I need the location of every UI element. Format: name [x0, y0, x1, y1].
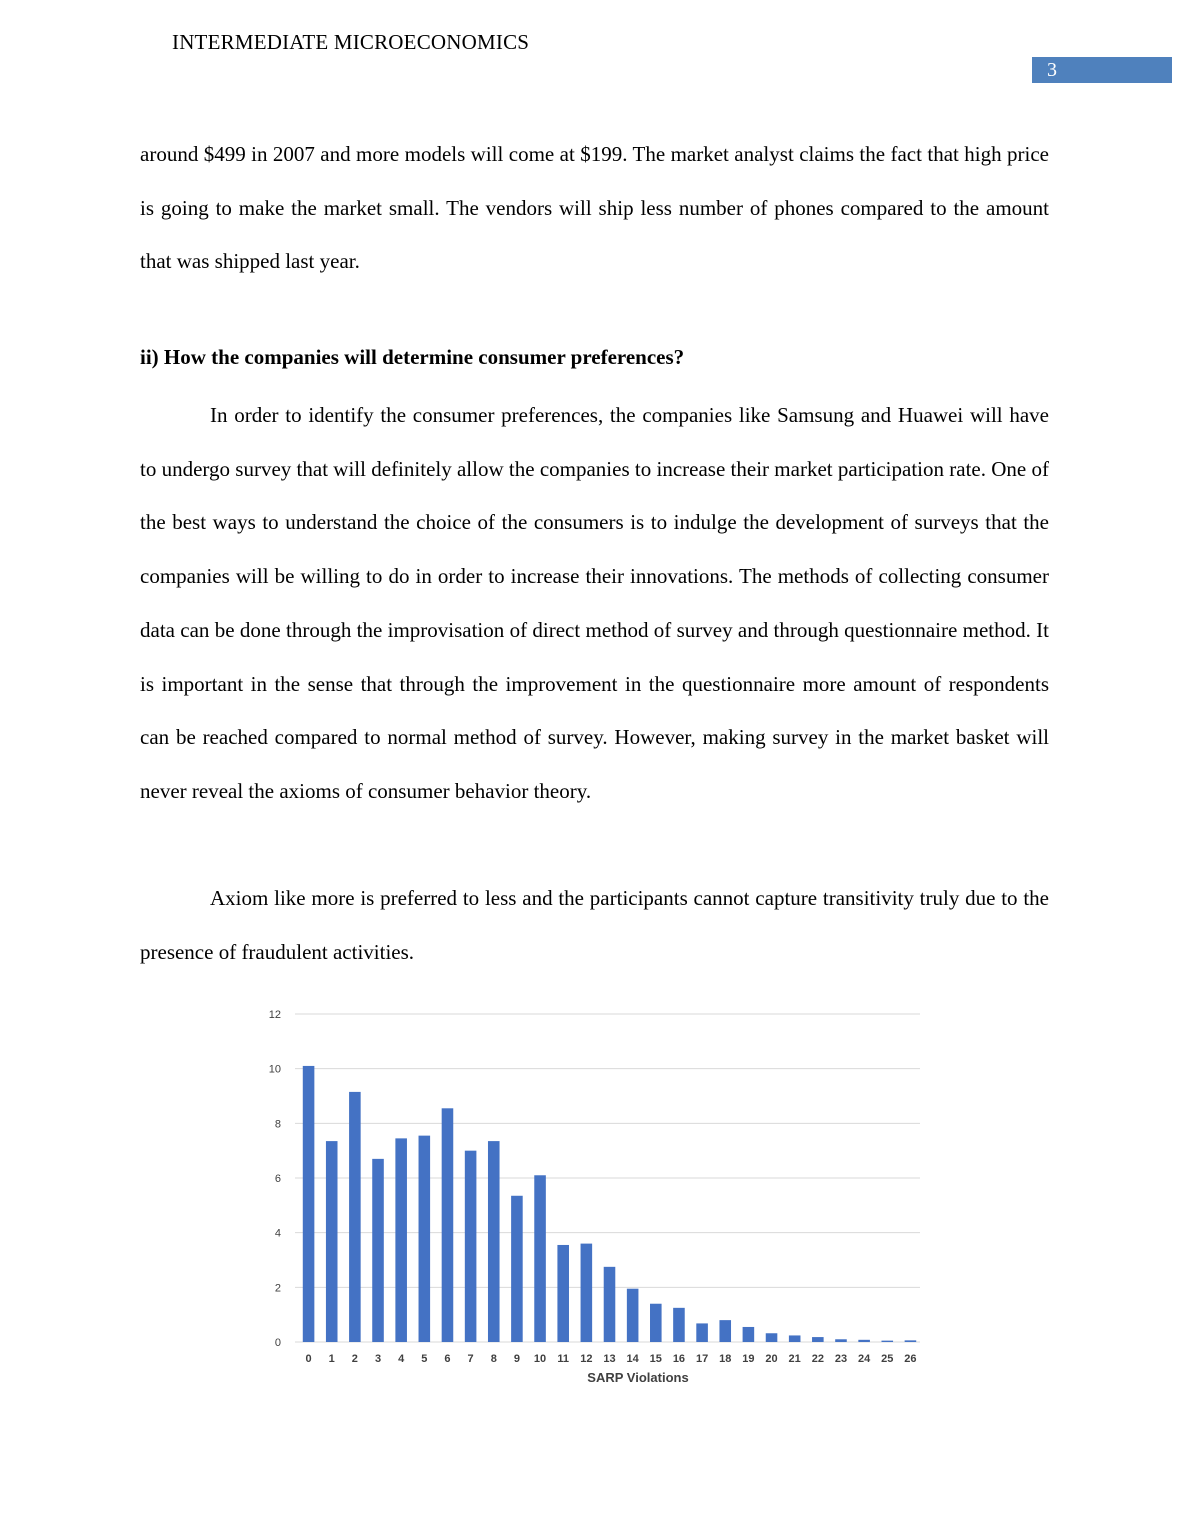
section-heading: ii) How the companies will determine consumer preferences? [140, 345, 685, 369]
x-tick-label: 6 [444, 1353, 451, 1365]
x-tick-label: 3 [374, 1353, 382, 1365]
bar-12 [581, 1244, 593, 1342]
bar-6 [442, 1108, 454, 1342]
bar-8 [488, 1141, 500, 1342]
x-tick-label: 23 [834, 1353, 848, 1365]
bar-9 [511, 1196, 523, 1342]
x-tick-label: 10 [533, 1353, 547, 1365]
bar-23 [835, 1339, 847, 1342]
bar-19 [743, 1327, 755, 1342]
x-tick-label: 25 [881, 1353, 894, 1365]
bar-20 [766, 1333, 778, 1342]
x-tick-label: 1 [328, 1353, 335, 1365]
y-tick-label: 2 [274, 1282, 281, 1295]
page-number: 3 [1047, 59, 1057, 81]
x-tick-label: 12 [580, 1353, 593, 1365]
bar-22 [812, 1337, 824, 1342]
x-tick-label: 2 [351, 1353, 358, 1365]
x-tick-label: 22 [811, 1353, 824, 1365]
bar-18 [719, 1320, 731, 1342]
x-tick-label: 7 [467, 1353, 474, 1365]
x-tick-label: 19 [742, 1353, 755, 1365]
y-tick-label: 4 [274, 1227, 281, 1240]
bar-17 [696, 1323, 708, 1342]
bar-15 [650, 1304, 662, 1342]
bar-4 [395, 1138, 407, 1342]
y-tick-label: 0 [274, 1337, 281, 1349]
sarp-violations-chart [255, 1000, 935, 1400]
x-tick-label: 18 [719, 1353, 732, 1365]
x-axis-label: SARP Violations [587, 1370, 689, 1385]
bar-26 [905, 1340, 917, 1342]
x-tick-label: 26 [904, 1353, 917, 1365]
x-tick-label: 16 [672, 1353, 686, 1365]
y-tick-label: 8 [274, 1118, 281, 1131]
y-tick-label: 12 [268, 1009, 281, 1021]
bar-25 [881, 1341, 893, 1342]
bar-5 [419, 1136, 431, 1342]
x-tick-label: 4 [398, 1353, 405, 1365]
bar-11 [557, 1245, 569, 1342]
x-tick-label: 11 [557, 1353, 570, 1365]
bar-2 [349, 1092, 361, 1342]
bar-14 [627, 1289, 639, 1342]
x-tick-label: 14 [626, 1353, 639, 1365]
bar-0 [303, 1066, 315, 1342]
bar-24 [858, 1340, 870, 1342]
body-paragraph-3: Axiom like more is preferred to less and the participants cannot capture transitivity truly due to the presence of fraudulent activities. [140, 886, 1049, 964]
bar-chart [255, 1000, 935, 1400]
running-head: INTERMEDIATE MICROECONOMICS [172, 30, 530, 54]
x-tick-label: 17 [695, 1353, 709, 1365]
x-tick-label: 13 [603, 1353, 616, 1365]
bar-3 [372, 1159, 384, 1342]
x-tick-label: 15 [649, 1353, 662, 1365]
x-tick-label: 20 [765, 1353, 778, 1365]
x-tick-label: 9 [513, 1353, 520, 1365]
body-paragraph-2: In order to identify the consumer preferences, the companies like Samsung and Huawei will have to undergo survey that will definitely allow the companies to increase their market participation rate. One of the best ways to understand the choice of the consumers is to indulge the development of surveys that the companies will be willing to do in order to increase their innovations. The methods of collecting consumer data can be done through the improvisation of direct method of survey and through questionnaire method. It is important in the sense that through the improvement in the questionnaire more amount of respondents can be reached compared to normal method of survey. However, making survey in the market basket will never reveal the axioms of consumer behavior theory. [140, 403, 1049, 803]
y-tick-label: 10 [268, 1063, 281, 1076]
x-tick-label: 0 [305, 1353, 312, 1365]
bar-7 [465, 1151, 477, 1342]
bar-13 [604, 1267, 616, 1342]
y-tick-label: 6 [274, 1173, 281, 1185]
x-tick-label: 21 [788, 1353, 801, 1365]
x-tick-label: 24 [858, 1353, 871, 1365]
bar-10 [534, 1175, 546, 1342]
x-tick-label: 5 [421, 1353, 428, 1365]
bar-21 [789, 1335, 801, 1342]
bar-16 [673, 1308, 685, 1342]
bar-1 [326, 1141, 338, 1342]
body-paragraph-1: around $499 in 2007 and more models will come at $199. The market analyst claims the fact that high price is going to make the market small. The vendors will ship less number of phones compared to the amount that was shipped last year. [140, 142, 1049, 274]
x-tick-label: 8 [490, 1353, 497, 1365]
